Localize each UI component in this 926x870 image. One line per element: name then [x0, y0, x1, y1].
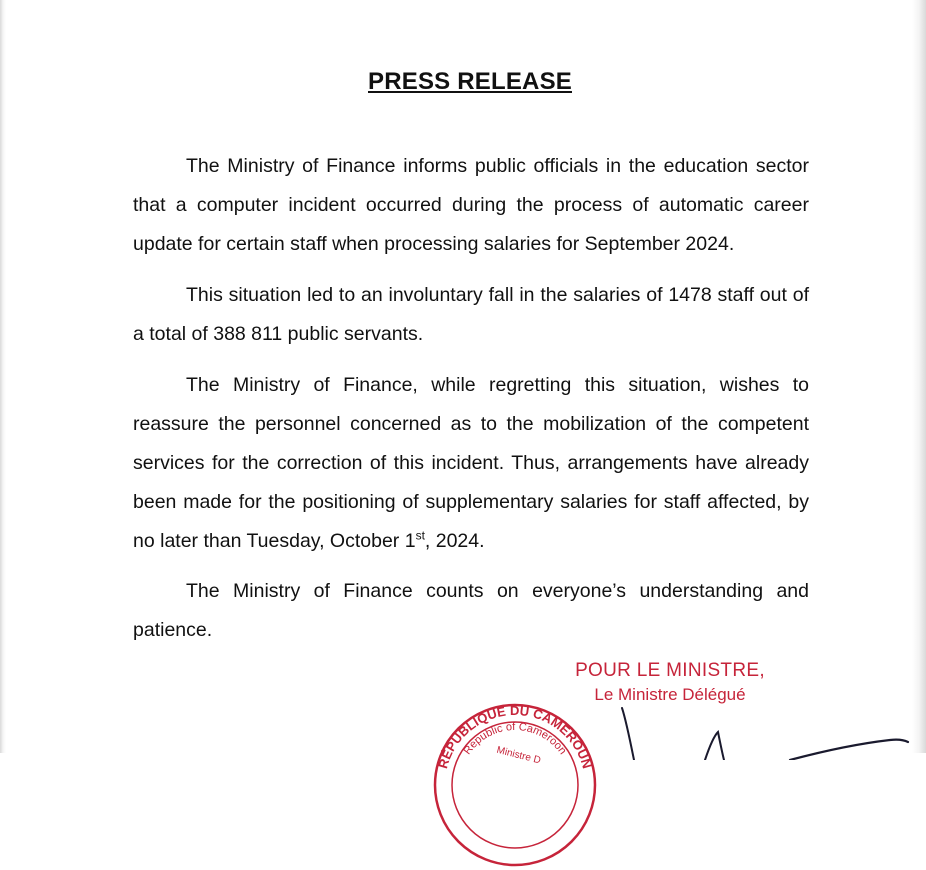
- handwritten-signature: [610, 700, 910, 760]
- paragraph-3: [133, 366, 809, 561]
- signature-block: [560, 660, 780, 705]
- signature-line-1: POUR LE MINISTRE,: [575, 660, 765, 681]
- press-release-title: PRESS RELEASE: [368, 68, 572, 95]
- stamp-center-text: Ministre D: [495, 744, 542, 767]
- page-right-edge: [912, 0, 926, 753]
- paragraph-3-end: , 2024.: [424, 530, 485, 552]
- official-stamp: [430, 700, 600, 870]
- paragraph-2: This situation led to an involuntary fall in the salaries of 1478 staff out of a total of 388 811 public servants.: [133, 284, 809, 345]
- stamp-outer-text: RÉPUBLIQUE DU CAMEROUN: [435, 703, 595, 771]
- ordinal-superscript: st: [415, 528, 425, 543]
- signature-line-2: Le Ministre Délégué: [594, 685, 746, 704]
- paragraph-3-main: The Ministry of Finance, while regretting this situation, wishes to reassure the personnel concerned as to the mobilization of the competent services for the correction of this incident. Thus, arrangements have already been made for the positioning of supplementary salaries for staff affected, by no later than Tuesday, October 1: [133, 374, 809, 552]
- paragraph-4: The Ministry of Finance counts on everyone’s understanding and patience.: [133, 580, 809, 641]
- stamp-inner-text: Republic of Cameroon: [461, 720, 569, 757]
- document-body: [133, 147, 809, 662]
- paragraph-1: The Ministry of Finance informs public officials in the education sector that a computer incident occurred during the process of automatic career update for certain staff when processing salaries for September 2024.: [133, 155, 809, 255]
- page-left-edge: [0, 0, 6, 753]
